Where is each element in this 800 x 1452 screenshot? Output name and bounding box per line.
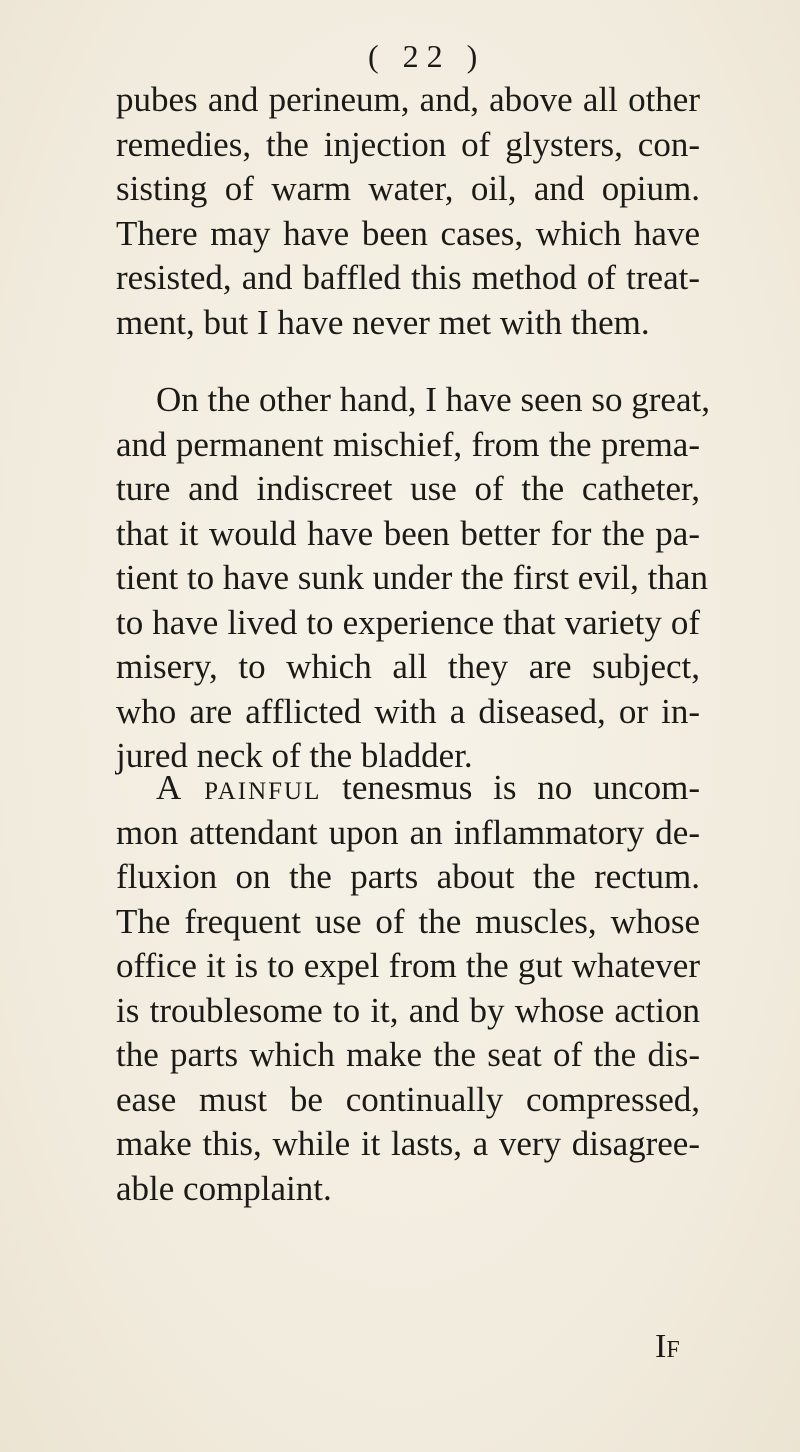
text-line: the parts which make the seat of the dis- — [116, 1035, 700, 1074]
text-line: On the other hand, I have seen so great, — [156, 380, 710, 419]
text-line: resisted, and baffled this method of treat- — [116, 258, 700, 297]
text-line: to have lived to experience that variety of — [116, 602, 700, 642]
text-line: make this, while it lasts, a very disagree- — [116, 1124, 700, 1163]
text-line: The frequent use of the muscles, whose — [116, 901, 700, 941]
text-line: ture and indiscreet use of the catheter, — [116, 469, 700, 508]
paragraph-3 — [116, 766, 700, 1211]
paragraph-2 — [116, 378, 710, 779]
text-line: tient to have sunk under the first evil, than — [116, 558, 708, 597]
text-line: able complaint. — [116, 1168, 332, 1208]
text-line: fluxion on the parts about the rectum. — [116, 857, 700, 896]
first-line-rest: tenesmus is no uncom- — [321, 768, 700, 807]
text-line: and permanent mischief, from the prema- — [116, 424, 700, 464]
text-line: pubes and perineum, and, above all other — [116, 80, 700, 119]
text-line-first — [116, 766, 700, 811]
text-line: office it is to expel from the gut whatever — [116, 946, 700, 985]
text-line: sisting of warm water, oil, and opium. — [116, 169, 700, 208]
text-line: ment, but I have never met with them. — [116, 302, 650, 342]
page-number: ( 22 ) — [368, 38, 486, 74]
text-line: misery, to which all they are subject, — [116, 647, 700, 686]
text-line: There may have been cases, which have — [116, 213, 700, 253]
catchword: If — [655, 1328, 680, 1365]
text-line: who are afflicted with a diseased, or in- — [116, 691, 700, 731]
text-line: is troublesome to it, and by whose action — [116, 990, 700, 1030]
text-line: jured neck of the bladder. — [116, 736, 473, 775]
text-line: ease must be continually compressed, — [116, 1079, 700, 1119]
paragraph-1 — [116, 78, 700, 345]
text-line: remedies, the injection of glysters, con- — [116, 124, 700, 164]
text-line: that it would have been better for the pa- — [116, 513, 700, 553]
lead-words: A painful — [156, 768, 322, 807]
text-line: mon attendant upon an inflammatory de- — [116, 812, 700, 852]
